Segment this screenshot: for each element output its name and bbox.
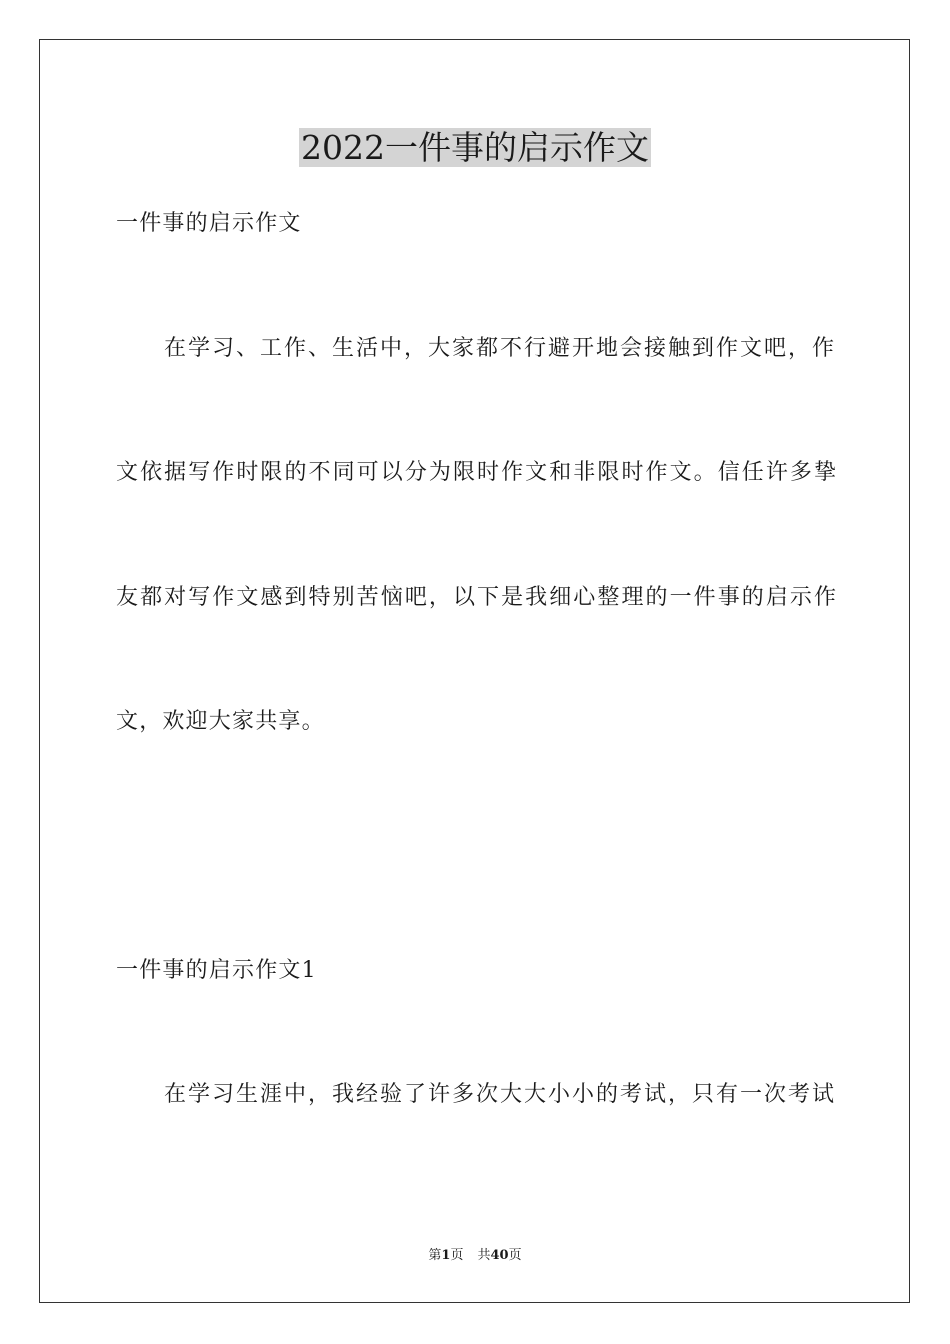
document-title-text: 2022一件事的启示作文 (301, 128, 649, 167)
footer-page-prefix: 第 (428, 1248, 442, 1263)
footer-page-suffix: 页 (450, 1248, 464, 1263)
document-subtitle: 一件事的启示作文 (116, 211, 302, 236)
intro-line-1: 在学习、工作、生活中，大家都不行避开地会接触到作文吧，作 (164, 336, 834, 361)
intro-line-4: 文，欢迎大家共享。 (116, 709, 325, 734)
document-title (0, 126, 950, 170)
footer-total-suffix: 页 (508, 1248, 522, 1263)
intro-line-2: 文依据写作时限的不同可以分为限时作文和非限时作文。信任许多挚 (116, 460, 836, 485)
section-heading: 一件事的启示作文1 (116, 958, 317, 983)
footer-page-number: 1 (441, 1248, 451, 1263)
section-line-1: 在学习生涯中，我经验了许多次大大小小的考试，只有一次考试 (164, 1082, 834, 1107)
footer-total-pages: 40 (490, 1248, 509, 1263)
page-footer (0, 1247, 950, 1265)
footer-total-prefix: 共 (477, 1248, 491, 1263)
intro-line-3: 友都对写作文感到特别苦恼吧，以下是我细心整理的一件事的启示作 (116, 585, 836, 610)
